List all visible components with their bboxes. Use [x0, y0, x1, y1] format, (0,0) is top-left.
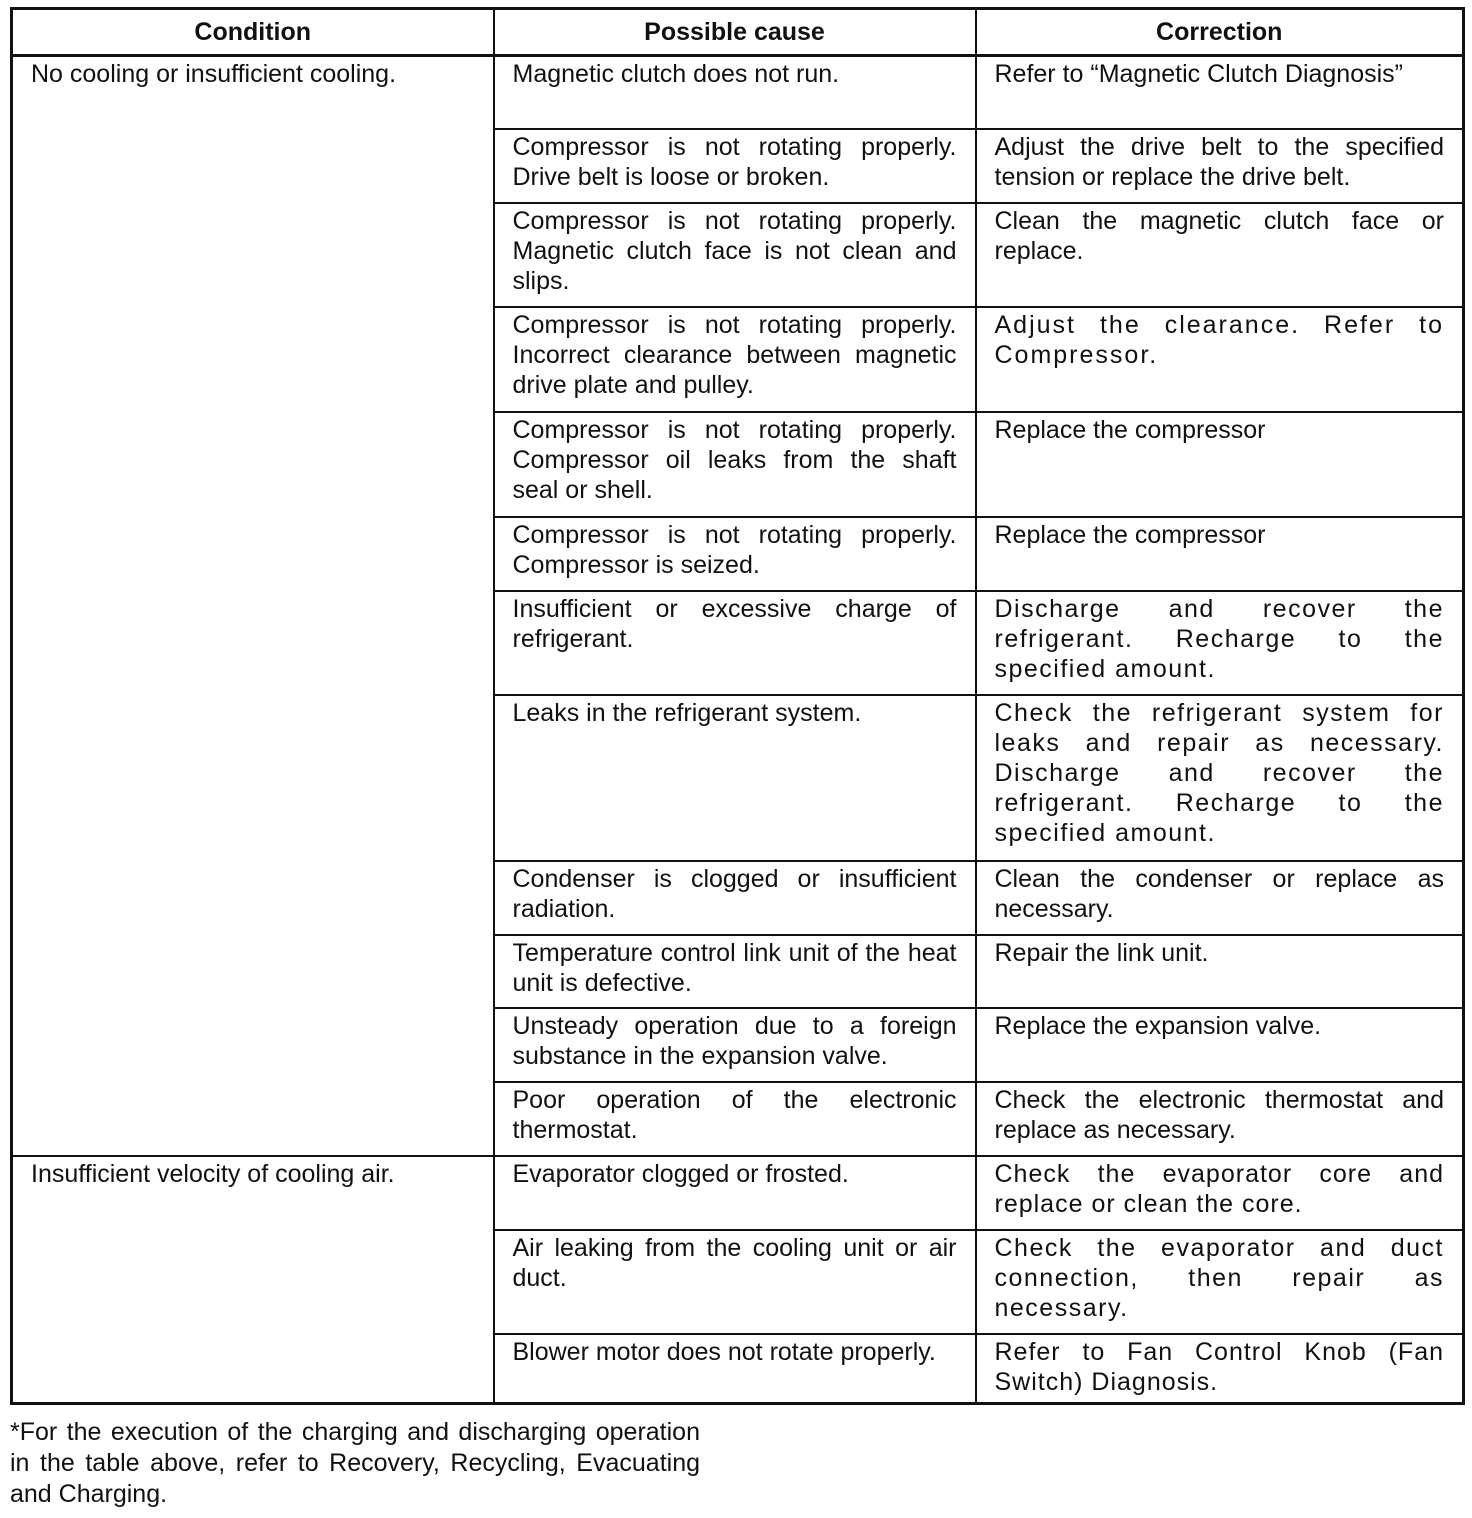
table-row	[12, 1156, 1464, 1230]
cause-cell: Compressor is not rotating properly. Compressor oil leaks from the shaft seal or shell.	[494, 412, 976, 517]
cause-cell: Evaporator clogged or frosted.	[494, 1156, 976, 1230]
footnote: *For the execution of the charging and discharging operation in the table above, refer to Recovery, Recycling, Evacuating and Charging.	[10, 1418, 700, 1508]
header-possible-cause: Possible cause	[494, 9, 976, 56]
cause-cell: Air leaking from the cooling unit or air duct.	[494, 1230, 976, 1334]
correction-cell: Check the electronic thermostat and replace as necessary.	[976, 1082, 1464, 1156]
cause-cell: Compressor is not rotating properly. Incorrect clearance between magnetic drive plate and pulley.	[494, 307, 976, 412]
cause-cell: Insufficient or excessive charge of refrigerant.	[494, 591, 976, 695]
header-condition: Condition	[12, 9, 494, 56]
cause-cell: Magnetic clutch does not run.	[494, 56, 976, 129]
cause-cell: Unsteady operation due to a foreign substance in the expansion valve.	[494, 1008, 976, 1082]
cause-cell: Compressor is not rotating properly. Drive belt is loose or broken.	[494, 129, 976, 203]
correction-cell: Refer to “Magnetic Clutch Diagnosis”	[976, 56, 1464, 129]
diagnosis-table	[10, 7, 1465, 1405]
table-row	[12, 56, 1464, 129]
cause-cell: Temperature control link unit of the heat unit is defective.	[494, 935, 976, 1008]
correction-cell: Discharge and recover the refrigerant. Recharge to the specified amount.	[976, 591, 1464, 695]
correction-cell: Repair the link unit.	[976, 935, 1464, 1008]
cause-cell: Condenser is clogged or insufficient radiation.	[494, 861, 976, 935]
cause-cell: Blower motor does not rotate properly.	[494, 1334, 976, 1404]
table-header-row	[12, 9, 1464, 56]
correction-cell: Adjust the drive belt to the specified tension or replace the drive belt.	[976, 129, 1464, 203]
correction-cell: Replace the expansion valve.	[976, 1008, 1464, 1082]
cause-cell: Compressor is not rotating properly. Magnetic clutch face is not clean and slips.	[494, 203, 976, 307]
correction-cell: Refer to Fan Control Knob (Fan Switch) Diagnosis.	[976, 1334, 1464, 1404]
cause-cell: Poor operation of the electronic thermostat.	[494, 1082, 976, 1156]
correction-cell: Clean the condenser or replace as necessary.	[976, 861, 1464, 935]
correction-cell: Replace the compressor	[976, 412, 1464, 517]
correction-cell: Check the evaporator and duct connection, then repair as necessary.	[976, 1230, 1464, 1334]
cause-cell: Compressor is not rotating properly. Compressor is seized.	[494, 517, 976, 591]
correction-cell: Check the evaporator core and replace or clean the core.	[976, 1156, 1464, 1230]
condition-cell: No cooling or insufficient cooling.	[12, 56, 494, 1156]
correction-cell: Check the refrigerant system for leaks and repair as necessary. Discharge and recover the refrigerant. Recharge to the specified amount.	[976, 695, 1464, 861]
condition-cell: Insufficient velocity of cooling air.	[12, 1156, 494, 1404]
cause-cell: Leaks in the refrigerant system.	[494, 695, 976, 861]
header-correction: Correction	[976, 9, 1464, 56]
correction-cell: Adjust the clearance. Refer to Compressor.	[976, 307, 1464, 412]
correction-cell: Replace the compressor	[976, 517, 1464, 591]
correction-cell: Clean the magnetic clutch face or replace.	[976, 203, 1464, 307]
